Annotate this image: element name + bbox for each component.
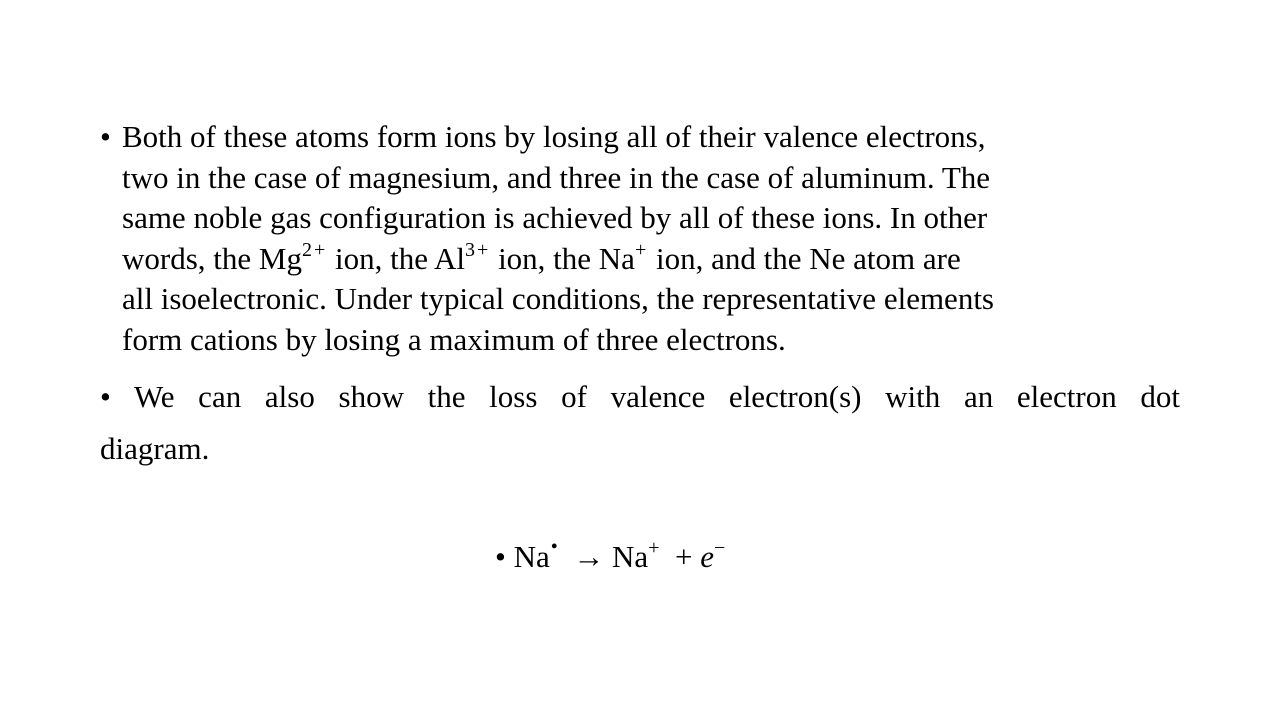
- ionization-equation: [495, 537, 725, 581]
- electron-symbol: e: [700, 539, 714, 574]
- plus-sign: +: [674, 539, 693, 574]
- mg-charge: 2+: [301, 238, 328, 261]
- text-line-3: same noble gas configuration is achieved by all of these ions. In other: [122, 200, 988, 236]
- na-charge: +: [634, 238, 649, 261]
- text-fragment: ion, and the Ne atom are: [655, 240, 961, 276]
- text-fragment: words, the Mg: [122, 240, 302, 276]
- electron-charge: −: [713, 537, 726, 559]
- reactant-symbol: Na: [513, 539, 550, 574]
- text-line-2: two in the case of magnesium, and three in the case of aluminum. The: [122, 159, 991, 195]
- text-line-1: • We can also show the loss of valence electron(s) with an electron dot: [100, 379, 1180, 414]
- text-line-6: form cations by losing a maximum of three electrons.: [122, 321, 786, 357]
- text-line-2: diagram.: [100, 431, 210, 466]
- bullet-isoelectronic: [100, 117, 1180, 361]
- bullet-marker: •: [495, 539, 506, 574]
- product-symbol: Na: [612, 539, 649, 574]
- text-fragment: ion, the Al: [335, 240, 466, 276]
- text-line-5: all isoelectronic. Under typical conditions, the representative elements: [122, 281, 994, 317]
- bullet-text: [122, 117, 1180, 361]
- electron-dot: •: [550, 536, 558, 558]
- text-fragment: ion, the Na: [498, 240, 635, 276]
- bullet-electron-dot: [100, 371, 1180, 475]
- text-line-1: Both of these atoms form ions by losing all of their valence electrons,: [122, 119, 986, 154]
- bullet-marker: •: [100, 119, 111, 154]
- product-charge: +: [648, 537, 660, 559]
- reaction-arrow: →: [573, 539, 605, 574]
- al-charge: 3+: [465, 238, 491, 261]
- text-line-4: [122, 239, 1180, 280]
